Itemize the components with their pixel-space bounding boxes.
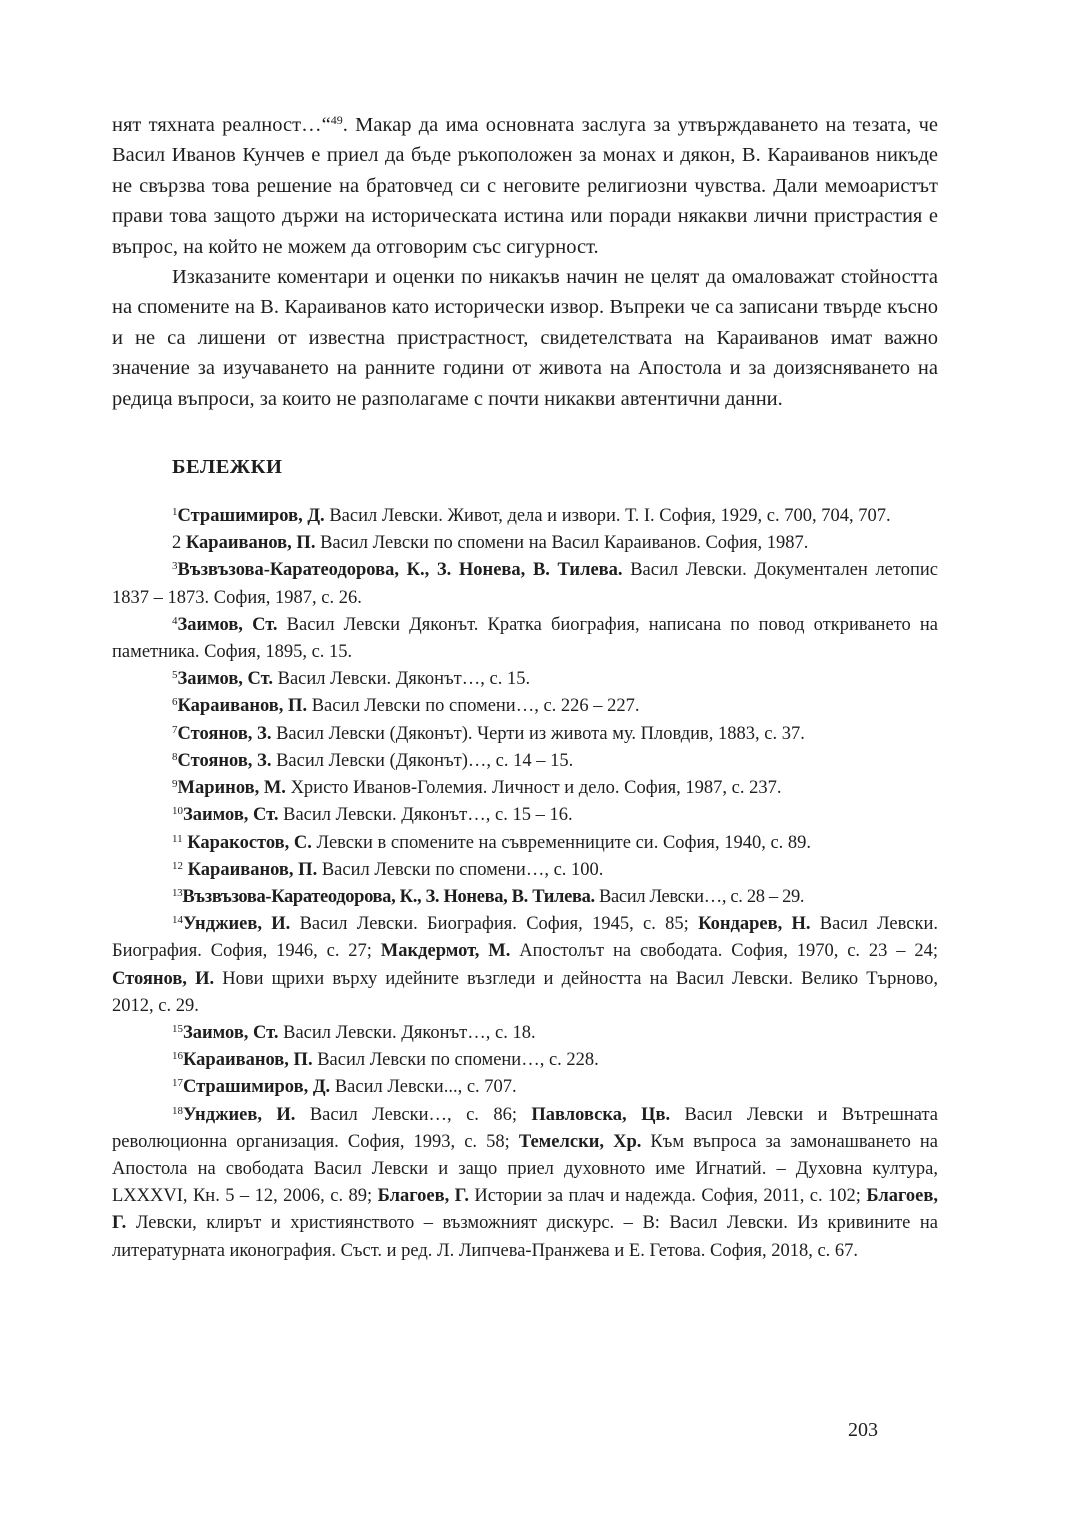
note-2: 2 Караиванов, П. Васил Левски по спомени на Васил Караиванов. София, 1987. <box>172 533 809 554</box>
note-number: 17 <box>172 1077 183 1090</box>
note-number: 8 <box>172 750 178 763</box>
note-number: 4 <box>172 614 178 627</box>
note-author: Караиванов, П. <box>177 696 308 717</box>
note-author: Кондарев, Н. <box>698 914 811 935</box>
note-7: $^7$Стоянов, З. Васил Левски (Дяконът). Черти из живота му. Пловдив, 1883, с. 37. <box>172 723 805 744</box>
note-author: Заимов, Ст. <box>183 805 279 826</box>
note-author: Макдермот, М. <box>380 941 511 962</box>
note-author: Темелски, Хр. <box>518 1131 642 1152</box>
note-author: Заимов, Ст. <box>177 669 273 690</box>
note-author: Унджиев, И. <box>183 1104 296 1125</box>
note-9: $^9$Маринов, М. Христо Иванов-Големия. Личност и дело. София, 1987, с. 237. <box>172 778 782 799</box>
note-author: Каракостов, С. <box>187 832 312 853</box>
body-paragraph-1: нят тяхната реалност…“$^{49}$. Макар да има основната заслуга за утвърждаването на тезата, че Васил Иванов Кунчев е приел да бъде ръкоположен за монах и дякон, В. Караиванов никъде не свързва това решение на братовчед си с неговите религиозни чувства. Дали мемоаристът прави това защото държи на историческата истина или поради някакви лични пристрастия е въпрос, на който не можем да отговорим със сигурност. <box>112 113 938 258</box>
note-author: Благоев, Г. <box>112 1186 938 1234</box>
note-author: Страшимиров, Д. <box>183 1077 331 1098</box>
note-16: $^{16}$Караиванов, П. Васил Левски по спомени…, с. 228. <box>172 1050 599 1071</box>
note-number: 18 <box>172 1104 183 1117</box>
note-17: $^{17}$Страшимиров, Д. Васил Левски..., с. 707. <box>172 1077 517 1098</box>
note-6: $^6$Караиванов, П. Васил Левски по спомени…, с. 226 – 227. <box>172 696 640 717</box>
note-number: 15 <box>172 1022 183 1035</box>
note-5: $^5$Заимов, Ст. Васил Левски. Дяконът…, с. 15. <box>172 669 531 690</box>
page-text <box>112 110 938 1265</box>
note-number: 11 <box>172 832 183 845</box>
note-number: 1 <box>172 506 178 519</box>
note-13: $^{13}$Възвъзова-Каратеодорова, К., З. Нонева, В. Тилева. Васил Левски…, с. 28 – 29. <box>172 886 805 907</box>
notes-heading: БЕЛЕЖКИ <box>172 456 283 479</box>
note-author: Заимов, Ст. <box>183 1022 279 1043</box>
note-number: 16 <box>172 1050 183 1063</box>
note-15: $^{15}$Заимов, Ст. Васил Левски. Дяконът…, с. 18. <box>172 1022 536 1043</box>
note-number: 5 <box>172 669 178 682</box>
note-number: 14 <box>172 914 183 927</box>
note-8: $^8$Стоянов, З. Васил Левски (Дяконът)…, с. 14 – 15. <box>172 750 574 771</box>
note-14: $^{14}$Унджиев, И. Васил Левски. Биография. София, 1945, с. 85; Кондарев, Н. Васил Левски. Биография. София, 1946, с. 27; Макдермот, М. Апостолът на свободата. София, 1970, с. 23 – 24; Стоянов, И. Нови щрихи върху идейните възгледи и дейността на Васил Левски. Велико Търново, 2012, с. 29. <box>112 914 938 1016</box>
note-4: $^4$Заимов, Ст. Васил Левски Дяконът. Кратка биография, написана по повод откриването на паметника. София, 1895, с. 15. <box>112 614 939 663</box>
note-author: Унджиев, И. <box>183 914 291 935</box>
note-author: Стоянов, З. <box>177 750 272 771</box>
note-12: $^{12}$ Караиванов, П. Васил Левски по спомени…, с. 100. <box>172 859 604 880</box>
notes-list <box>112 503 938 1265</box>
page-number: 203 <box>848 1419 878 1441</box>
note-number: 10 <box>172 805 183 818</box>
note-10: $^{10}$Заимов, Ст. Васил Левски. Дяконът…, с. 15 – 16. <box>172 805 573 826</box>
note-number: 6 <box>172 696 178 709</box>
note-1: $^1$Страшимиров, Д. Васил Левски. Живот, дела и извори. Т. I. София, 1929, с. 700, 704, 707. <box>172 506 891 527</box>
note-number: 2 <box>172 533 182 554</box>
note-number: 9 <box>172 778 178 791</box>
note-author: Страшимиров, Д. <box>177 506 325 527</box>
note-author: Възвъзова-Каратеодорова, К., З. Нонева, В. Тилева. <box>182 886 595 907</box>
note-author: Стоянов, З. <box>177 723 272 744</box>
note-author: Заимов, Ст. <box>177 614 278 635</box>
note-author: Стоянов, И. <box>112 968 215 989</box>
note-author: Караиванов, П. <box>183 1050 313 1071</box>
note-author: Благоев, Г. <box>377 1186 469 1207</box>
note-author: Караиванов, П. <box>187 859 318 880</box>
note-3: $^3$Възвъзова-Каратеодорова, К., З. Нонева, В. Тилева. Васил Левски. Документален летопис 1837 – 1873. София, 1987, с. 26. <box>112 560 938 608</box>
note-18: $^{18}$Унджиев, И. Васил Левски…, с. 86; Павловска, Цв. Васил Левски и Вътрешната революционна организация. София, 1993, с. 58; Темелски, Хр. Към въпроса за замонашването на Апостола на свободата Васил Левски и защо приел духовното име Игнатий. – Духовна култура, LXXXVI, Кн. 5 – 12, 2006, с. 89; Благоев, Г. Истории за плач и надежда. София, 2011, с. 102; Благоев, Г. Левски, клирът и християнството – възможният дискурс. – В: Васил Левски. Из кривините на литературната иконография. Съст. и ред. Л. Липчева-Пранжева и Е. Гетова. София, 2018, с. 67. <box>112 1104 939 1261</box>
footnote-ref: 49 <box>330 113 343 127</box>
note-number: 12 <box>172 859 183 872</box>
body-paragraph-2: Изказаните коментари и оценки по никакъв начин не целят да омаловажат стойността на спомените на В. Караиванов като исторически извор. Въпреки че са записани твърде късно и не са лишени от известна пристрастност, свидетелствата на Караиванов имат важно значение за изучаването на ранните години от живота на Апостола и за доизясняването на редица въпроси, за които не разполагаме с почти никакви автентични данни. <box>112 266 938 410</box>
note-11: $^{11}$ Каракостов, С. Левски в спомените на съвременниците си. София, 1940, с. 89. <box>172 832 812 853</box>
note-author: Павловска, Цв. <box>531 1104 671 1125</box>
note-author: Маринов, М. <box>177 778 286 799</box>
note-author: Възвъзова-Каратеодорова, К., З. Нонева, В. Тилева. <box>177 560 623 581</box>
note-number: 7 <box>172 723 178 736</box>
note-number: 3 <box>172 560 178 573</box>
note-number: 13 <box>172 886 183 899</box>
note-author: Караиванов, П. <box>185 533 316 554</box>
